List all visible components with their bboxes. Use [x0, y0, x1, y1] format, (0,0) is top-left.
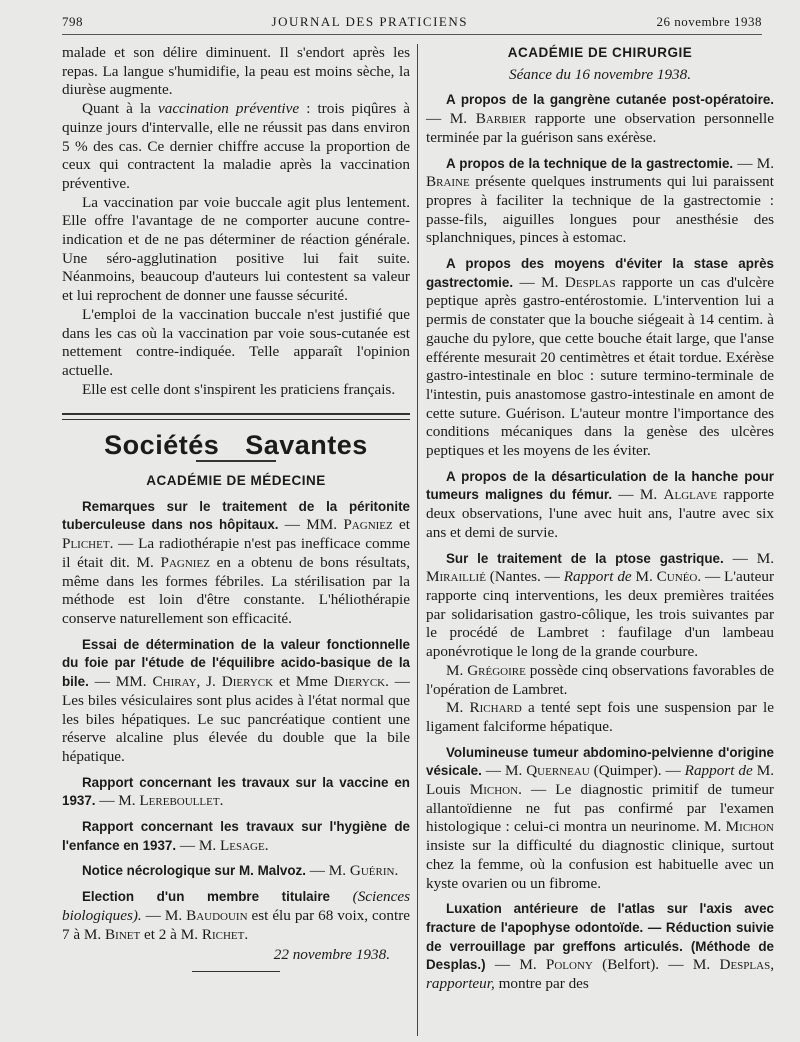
report-entry: Essai de détermination de la valeur fonctionnelle du foie par l'étude de l'équilibre acido-basique de la bile. — MM. Chiray, J. Dieryck et Mme Dieryck. — Les biles vésiculaires sont plus acides à l'état normal que les biles hépatiques. Le suc pancréatique contient une réserve alcaline plus élevée du double que la bile hépatique.: [62, 636, 410, 765]
report-entry: A propos de la technique de la gastrectomie. — M. Braine présente quelques instruments qui lui paraissent propres à faciliter la technique de la gastrectomie : passe-fils, aiguilles longues pour anesthésie des splanchniques, pinces à estomac.: [426, 154, 774, 247]
issue-date: 26 novembre 1938: [656, 14, 762, 29]
report-entry: Volumineuse tumeur abdomino-pelvienne d'origine vésicale. — M. Querneau (Quimper). — Rapport de M. Louis Michon. — Le diagnostic primitif de tumeur allantoïdienne ne fut pas confirmé par l'examen histologique : celui-ci montra un neurinome. M. Michon insiste sur la difficulté du diagnostic clinique, surtout chez la femme, où la confusion est habituelle avec un kyste ovarien ou un fibrome.: [426, 744, 774, 892]
report-entry: Rapport concernant les travaux sur la vaccine en 1937. — M. Lereboullet.: [62, 774, 410, 810]
page-number: 798: [62, 14, 83, 29]
report-entry: Luxation antérieure de l'atlas sur l'axis avec fracture de l'apophyse odontoïde. — Réduction suivie de verrouillage par greffons articulés. (Méthode de Desplas.) — M. Polony (Belfort). — M. Desplas, rapporteur, montre par des: [426, 901, 774, 993]
paragraph: Elle est celle dont s'inspirent les praticiens français.: [82, 380, 396, 398]
report-entry: A propos de la désarticulation de la hanche pour tumeurs malignes du fémur. — M. Alglave rapporte deux observations, l'une avec huit ans, l'autre avec six ans et demi de survie.: [426, 468, 774, 541]
journal-title: JOURNAL DES PRATICIENS: [271, 14, 468, 29]
report-entry: Rapport concernant les travaux sur l'hygiène de l'enfance en 1937. — M. Lesage.: [62, 819, 410, 854]
header-rule: [62, 34, 762, 35]
end-rule: [192, 971, 280, 972]
academy-heading: ACADÉMIE DE MÉDECINE: [146, 473, 326, 489]
section-rule: [62, 413, 410, 420]
paragraph: L'emploi de la vaccination buccale n'est justifié que dans les cas où la vaccination par voie sous-cutanée est nettement contre-indiquée. Telle apparaît l'opinion actuelle.: [62, 305, 410, 379]
page-header: [62, 14, 762, 34]
column-divider: [417, 44, 418, 1036]
report-entry: A propos des moyens d'éviter la stase après gastrectomie. — M. Desplas rapporte un cas d'ulcère peptique après gastro-entérostomie. L'intervention lui a permis de constater que la bouche siégeait à 14 centim. à gauche du pylore, que cette bouche était large, que l'anse efférente mesurait 20 centimètres et était tordue. Exérèse gastro-intestinale en bloc : suture termino-terminale de l'intestin, puis anastomose gastro-intestinale en amont de cette suture. Guérison. L'auteur montre l'importance des conditions mécaniques dans la genèse des ulcères peptiques et les moyens de les éviter.: [426, 256, 774, 460]
report-entry: Sur le traitement de la ptose gastrique. — M. Miraillié (Nantes. — Rapport de M. Cunéo. — L'auteur rapporte cinq interventions, les deux premières traitées par solidarisation gastro-côlique, les trois suivantes par le procédé de Lambret : faufilage d'un lambeau aponévrotique le long de la grande courbure.: [426, 549, 775, 661]
dateline: 22 novembre 1938.: [273, 946, 390, 964]
report-entry: A propos de la gangrène cutanée post-opératoire. — M. Barbier rapporte une observation personnelle terminée par la guérison sans exérèse.: [426, 92, 774, 146]
paragraph: M. Richard a tenté sept fois une suspension par le ligament falciforme hépatique.: [426, 699, 774, 735]
session-date: Séance du 16 novembre 1938.: [508, 65, 692, 83]
report-entry: Election d'un membre titulaire (Sciences biologiques). — M. Baudouin est élu par 68 voix, contre 7 à M. Binet et 2 à M. Richet.: [62, 888, 410, 943]
section-title: Sociétés Savantes: [104, 430, 368, 461]
report-entry: Notice nécrologique sur M. Malvoz. — M. Guérin.: [82, 862, 399, 880]
paragraph: La vaccination par voie buccale agit plus lentement. Elle offre l'avantage de ne comporter aucune contre-indication et de ne pas déterminer de réaction générale. Une séro-agglutination positive lui fait suite. Néanmoins, beaucoup d'auteurs lui contestent sa valeur et lui reprochent de donner une fausse sécurité.: [62, 193, 410, 305]
report-entry: Remarques sur le traitement de la péritonite tuberculeuse dans nos hôpitaux. — MM. Pagniez et Plichet. — La radiothérapie n'est pas inefficace comme il était dit. M. Pagniez en a obtenu de bons résultats, même dans les formes fébriles. La stérilisation par la méthode est loin d'être constante. L'héliothérapie conserve naturellement son efficacité.: [62, 498, 410, 627]
paragraph: malade et son délire diminuent. Il s'endort après les repas. La langue s'humidifie, la peau est moins sèche, la diurèse augmente.: [62, 44, 410, 99]
right-column: [426, 44, 774, 994]
paragraph: M. Grégoire possède cinq observations favorables de l'opération de Lambret.: [426, 661, 774, 698]
left-column: [62, 44, 410, 972]
academy-heading: ACADÉMIE DE CHIRURGIE: [507, 45, 693, 60]
section-title-rule: [196, 460, 276, 462]
paragraph: Quant à la vaccination préventive : trois piqûres à quinze jours d'intervalle, elle ne réussit pas dans environ 5 % des cas. Ce dernier chiffre accuse la proportion de ceux qui contractent la maladie après la vaccination préventive.: [62, 100, 411, 192]
